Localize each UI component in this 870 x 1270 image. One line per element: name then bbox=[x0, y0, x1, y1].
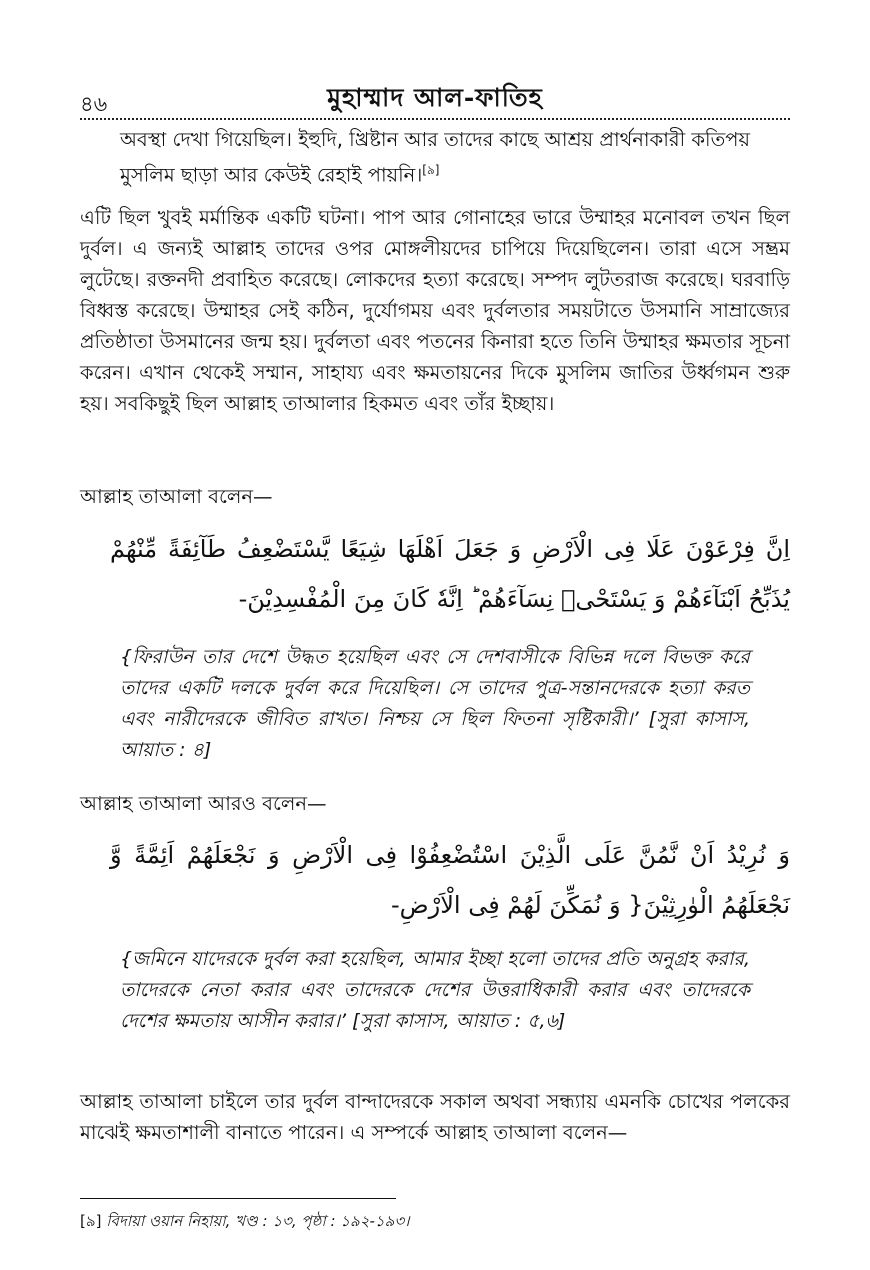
footnote-marker: [৯] bbox=[80, 1212, 102, 1230]
footnote-text: বিদায়া ওয়ান নিহায়া, খণ্ড : ১৩, পৃষ্ঠা : ১৯২-১৯৩। bbox=[106, 1212, 410, 1230]
arabic-verse-2: وَ نُرِيْدُ اَنْ نَّمُنَّ عَلَى الَّذِيْنَ اسْتُضْعِفُوْا فِى الْاَرْضِ وَ نَجْعَلَهُمْ اَئِمَّةً وَّ نَجْعَلَهُمُ الْوٰرِثِيْنَ{ وَ نُمَكِّنَ لَهُمْ فِى الْاَرْضِ- bbox=[110, 841, 790, 919]
arabic-verse-1: اِنَّ فِرْعَوْنَ عَلَا فِى الْاَرْضِ وَ جَعَلَ اَهْلَهَا شِيَعًا يَّسْتَضْعِفُ طَآئِفَةً مِّنْهُمْ يُذَبِّحُ اَبْنَآءَهُمْ وَ يَسْتَحْىٖ نِسَآءَهُمْ ؕ اِنَّهٗ كَانَ مِنَ الْمُفْسِدِيْنَ- bbox=[110, 535, 790, 613]
body-paragraph-2: আল্লাহ তাআলা চাইলে তার দুর্বল বান্দাদেরকে সকাল অথবা সন্ধ্যায় এমনকি চোখের পলকের মাঝেই ক্ষমতাশালী বানাতে পারেন। এ সম্পর্কে আল্লাহ তাআলা বলেন— bbox=[80, 1090, 790, 1144]
quote-text: অবস্থা দেখা গিয়েছিল। ইহুদি, খ্রিষ্টান আর তাদের কাছে আশ্রয় প্রার্থনাকারী কতিপয় মুসলিম ছাড়া আর কেউই রেহাই পায়নি। bbox=[120, 128, 750, 187]
page-number: ৪৬ bbox=[80, 92, 108, 116]
verse-intro-2: আল্লাহ তাআলা আরও বলেন— bbox=[80, 792, 327, 815]
body-paragraph-1: এটি ছিল খুবই মর্মান্তিক একটি ঘটনা। পাপ আর গোনাহের ভারে উম্মাহর মনোবল তখন ছিল দুর্বল। এ জন্যই আল্লাহ তাদের ওপর মোঙ্গলীয়দের চাপিয়ে দিয়েছিলেন। তারা এসে সম্ভ্রম লুটেছে। রক্তনদী প্রবাহিত করেছে। লোকদের হত্যা করেছে। সম্পদ লুটতরাজ করেছে। ঘরবাড়ি বিধ্বস্ত করেছে। উম্মাহর সেই কঠিন, দুর্যোগময় এবং দুর্বলতার সময়টাতে উসমানি সাম্রাজ্যের প্রতিষ্ঠাতা উসমানের জন্ম হয়। দুর্বলতা এবং পতনের কিনারা হতে তিনি উম্মাহর ক্ষমতার সূচনা করেন। এখান থেকেই সম্মান, সাহায্য এবং ক্ষমতায়নের দিকে মুসলিম জাতির উর্ধ্বগমন শুরু হয়। সবকিছুই ছিল আল্লাহ তাআলার হিকমত এবং তাঁর ইচ্ছায়। bbox=[80, 206, 790, 415]
quote-block bbox=[120, 124, 750, 191]
verse-intro-1: আল্লাহ তাআলা বলেন— bbox=[80, 485, 273, 508]
verse-translation-2: {জমিনে যাদেরকে দুর্বল করা হয়েছিল, আমার ইচ্ছা হলো তাদের প্রতি অনুগ্রহ করার, তাদেরকে নেতা করার এবং তাদেরকে দেশের উত্তরাধিকারী করার এবং তাদেরকে দেশের ক্ষমতায় আসীন করার।’ [সুরা কাসাস, আয়াত : ৫,৬] bbox=[120, 948, 750, 1032]
footnote-divider bbox=[80, 1198, 396, 1199]
header-divider bbox=[80, 118, 790, 120]
footnote bbox=[80, 1210, 409, 1235]
running-title: মুহাম্মাদ আল-ফাতিহ bbox=[327, 83, 543, 112]
footnote-reference: [৯] bbox=[422, 163, 440, 177]
verse-translation-1: {ফিরাউন তার দেশে উদ্ধত হয়েছিল এবং সে দেশবাসীকে বিভিন্ন দলে বিভক্ত করে তাদের একটি দলকে দুর্বল করে দিয়েছিল। সে তাদের পুত্র-সন্তানদেরকে হত্যা করত এবং নারীদেরকে জীবিত রাখত। নিশ্চয় সে ছিল ফিতনা সৃষ্টিকারী।’ [সুরা কাসাস, আয়াত : ৪] bbox=[120, 646, 750, 761]
